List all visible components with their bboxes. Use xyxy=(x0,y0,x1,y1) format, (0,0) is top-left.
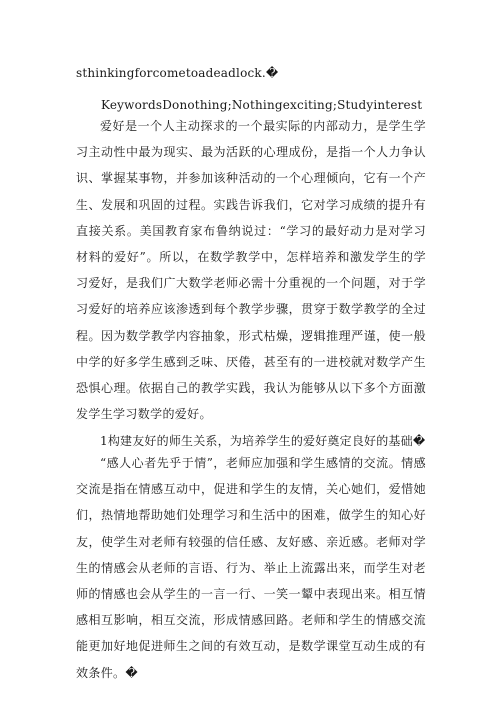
abstract-tail-line: sthinkingforcometoadeadlock.� xyxy=(76,66,279,80)
keywords-line: KeywordsDonothing;Nothingexciting;Studyinterest xyxy=(101,98,423,112)
body-paragraph-relationship: “感人心者先乎于情”，老师应加强和学生感情的交流。情感交流是指在情感互动中，促进和学生的友情，关心她们，爱惜她们，热情地帮助她们处理学习和生活中的困难，做学生的知心好友，使学生对老师有较强的信任感、友好感、亲近感。老师对学生的情感会从老师的言语、行为、举止上流露出来，而学生对老师的情感也会从学生的一言一行、一笑一颦中表现出来。相互情感相互影响，相互交流，形成情感回路。老师和学生的情感交流能更加好地促进师生之间的有效互动，是数学课堂互动生成的有效条件。� xyxy=(76,456,426,680)
section-heading: 1构建友好的师生关系，为培养学生的爱好奠定良好的基础� xyxy=(100,434,426,448)
body-paragraph-interest: 爱好是一个人主动探求的一个最实际的内部动力，是学生学习主动性中最为现实、最为活跃的心理成份，是指一个人力争认识、掌握某事物，并参加该种活动的一个心理倾向，它有一个产生、发展和巩固的过程。实践告诉我们，它对学习成绩的提升有直接关系。美国教育家布鲁纳说过：“学习的最好动力是对学习材料的爱好”。所以，在数学教学中，怎样培养和激发学生的学习爱好，是我们广大数学老师必需十分重视的一个问题，对于学习爱好的培养应该渗透到每个教学步骤，贯穿于数学教学的全过程。因为数学教学内容抽象，形式枯燥，逻辑推理严谨，使一般中学的好多学生感到乏味、厌倦，甚至有的一进校就对数学产生恐惧心理。依据自己的教学实践，我认为能够从以下多个方面激发学生学习数学的爱好。 xyxy=(76,119,426,422)
